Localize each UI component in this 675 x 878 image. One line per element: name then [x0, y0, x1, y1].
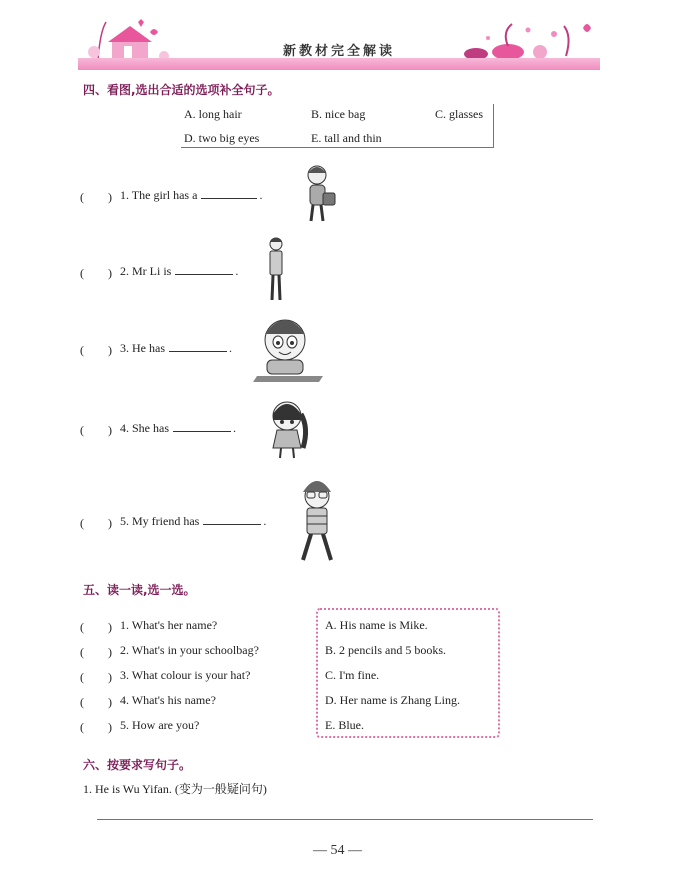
question-end: . — [235, 264, 239, 278]
section4-title: 四、看图,选出合适的选项补全句子。 — [83, 83, 280, 97]
answer-paren-s5-q4[interactable]: ( ) — [80, 695, 112, 709]
question-4-4 — [120, 421, 236, 436]
question-text: 2. Mr Li is — [120, 264, 172, 278]
answer-paren-q5[interactable]: ( ) — [80, 516, 112, 530]
question-4-2 — [120, 264, 238, 279]
answer-a: A. His name is Mike. — [325, 618, 428, 632]
friend-glasses-picture — [293, 478, 341, 564]
page-header — [78, 12, 600, 78]
question-end: . — [263, 514, 267, 528]
question-end: . — [259, 188, 263, 202]
page-number: — 54 — — [313, 843, 362, 858]
answer-c: C. I'm fine. — [325, 668, 380, 682]
option-c: C. glasses — [435, 107, 483, 121]
girl-with-bag-picture — [299, 163, 341, 225]
question-text: 3. He has — [120, 341, 165, 355]
answer-blank[interactable] — [175, 264, 233, 275]
header-band — [78, 58, 600, 70]
option-b: B. nice bag — [311, 107, 366, 121]
answer-blank[interactable] — [173, 421, 231, 432]
girl-long-hair-picture — [263, 398, 315, 460]
answer-b: B. 2 pencils and 5 books. — [325, 643, 446, 657]
question-5-1: 1. What's her name? — [120, 618, 218, 632]
footer-divider — [97, 819, 593, 820]
answer-paren-q2[interactable]: ( ) — [80, 266, 112, 280]
section5-title: 五、读一读,选一选。 — [83, 583, 196, 597]
answer-paren-s5-q1[interactable]: ( ) — [80, 620, 112, 634]
question-text: 1. The girl has a — [120, 188, 198, 202]
answer-d: D. Her name is Zhang Ling. — [325, 693, 460, 707]
question-5-2: 2. What's in your schoolbag? — [120, 643, 259, 657]
option-a: A. long hair — [184, 107, 242, 121]
question-5-4: 4. What's his name? — [120, 693, 216, 707]
option-e: E. tall and thin — [311, 131, 382, 145]
options-table — [181, 104, 494, 148]
question-end: . — [229, 341, 232, 355]
answer-paren-q3[interactable]: ( ) — [80, 343, 112, 357]
question-5-3: 3. What colour is your hat? — [120, 668, 251, 682]
option-d: D. two big eyes — [184, 131, 260, 145]
question-end: . — [233, 421, 236, 435]
answer-paren-q4[interactable]: ( ) — [80, 423, 112, 437]
answer-e: E. Blue. — [325, 718, 364, 732]
question-text: 4. She has — [120, 421, 169, 435]
answer-paren-s5-q2[interactable]: ( ) — [80, 645, 112, 659]
question-4-1 — [120, 188, 262, 203]
question-5-5: 5. How are you? — [120, 718, 200, 732]
answer-paren-q1[interactable]: ( ) — [80, 190, 112, 204]
tall-man-picture — [262, 236, 290, 302]
answer-paren-s5-q3[interactable]: ( ) — [80, 670, 112, 684]
header-title: 新教材完全解读 — [282, 44, 395, 59]
question-text: 5. My friend has — [120, 514, 200, 528]
boy-big-eyes-picture — [253, 312, 325, 382]
answer-blank[interactable] — [201, 188, 257, 199]
question-4-5 — [120, 514, 266, 529]
section6-item1: 1. He is Wu Yifan. (变为一般疑问句) — [83, 782, 267, 796]
answer-blank[interactable] — [203, 514, 261, 525]
answer-blank[interactable] — [169, 341, 227, 352]
answer-paren-s5-q5[interactable]: ( ) — [80, 720, 112, 734]
section6-title: 六、按要求写句子。 — [83, 758, 192, 772]
question-4-3 — [120, 341, 232, 356]
